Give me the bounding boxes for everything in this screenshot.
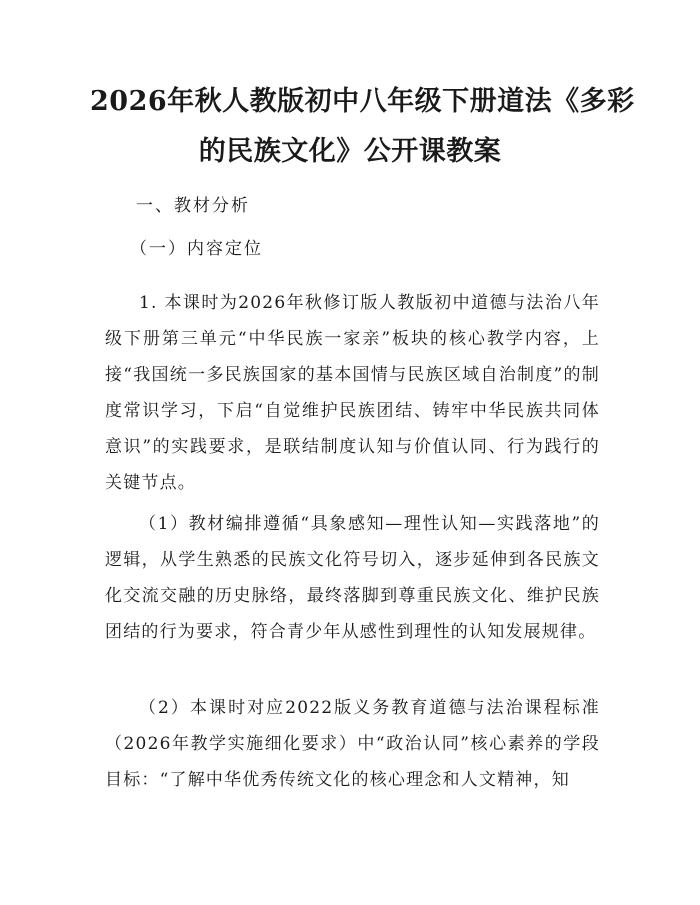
- document-title-line-1: 2026年秋人教版初中八年级下册道法《多彩: [90, 86, 635, 117]
- section-heading-textbook-analysis: 一、教材分析: [136, 196, 250, 216]
- subsection-heading-content-positioning: （一）内容定位: [130, 239, 263, 259]
- document-title-line-2: 的民族文化》公开课教案: [198, 136, 502, 167]
- paragraph-3: （2）本课时对应2022版义务教育道德与法治课程标准（2026年教学实施细化要求）中“政治认同”核心素养的学段目标：“了解中华优秀传统文化的核心理念和人文精神，知: [105, 698, 600, 790]
- paragraph-2: （1）教材编排遵循“具象感知—理性认知—实践落地”的逻辑，从学生熟悉的民族文化符号切入，逐步延伸到各民族文化交流交融的历史脉络，最终落脚到尊重民族文化、维护民族团结的行为要求，符合青少年从感性到理性的认知发展规律。: [105, 514, 600, 642]
- paragraph-1: 1. 本课时为2026年秋修订版人教版初中道德与法治八年级下册第三单元“中华民族一家亲”板块的核心教学内容，上接“我国统一多民族国家的基本国情与民族区域自治制度”的制度常识学习，下启“自觉维护民族团结、铸牢中华民族共同体意识”的实践要求，是联结制度认知与价值认同、行为践行的关键节点。: [105, 293, 600, 493]
